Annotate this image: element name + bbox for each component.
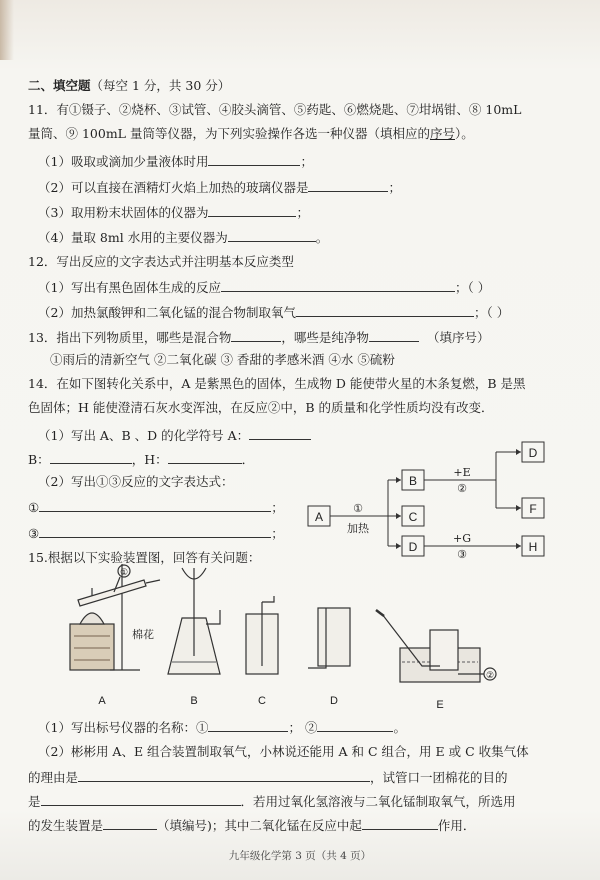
- apparatus-B: [168, 568, 220, 674]
- q14-line1: 14．在如下图转化关系中，A 是紫黑色的固体，生成物 D 能使带火星的木条复燃，B 是黑: [28, 376, 526, 391]
- q12-item-2-text: （2）加热氯酸钾和二氧化锰的混合物制取氧气: [38, 305, 296, 320]
- q11-item-1: [38, 154, 313, 169]
- page-footer: 九年级化学第 3 页（共 4 页）: [228, 850, 372, 862]
- plus-G-label: +G: [452, 532, 472, 545]
- q12-stem: 12．写出反应的文字表达式并注明基本反应类型: [28, 254, 294, 269]
- q15-sub2-line4: [28, 818, 475, 833]
- q14-sub1: [38, 428, 311, 443]
- q14-sub1-end: ．: [241, 452, 255, 467]
- q11-stem-line2: [28, 128, 474, 141]
- q11-blank-3[interactable]: [208, 205, 296, 217]
- apparatus-A: [70, 564, 160, 670]
- q12-item-2: [38, 305, 509, 320]
- mark-2: ②: [485, 671, 495, 681]
- reaction-2-label: ②: [457, 482, 467, 495]
- q15-sub2-line1: （2）彬彬用 A、E 组合装置制取氧气，小林说还能用 A 和 C 组合，用 E 或 C 收集气体: [38, 744, 529, 759]
- q11-blank-4[interactable]: [228, 230, 316, 242]
- q11-blank-1[interactable]: [208, 154, 300, 166]
- reaction-1-label: ①: [353, 502, 363, 515]
- label-A: A: [98, 695, 106, 707]
- q15-blank-reason[interactable]: [78, 770, 370, 782]
- q14-eq3-label: ③: [28, 526, 40, 541]
- q13-blank-mixture[interactable]: [231, 330, 281, 342]
- wooden-block: [70, 624, 114, 670]
- cotton-label: 棉花: [132, 628, 154, 641]
- q11-item-1-text: （1）吸取或滴加少量液体时用: [38, 154, 209, 169]
- q14-eq3-end: ；: [271, 526, 284, 541]
- q11-item-2-text: （2）可以直接在酒精灯火焰上加热的玻璃仪器是: [38, 180, 309, 195]
- q15-blank-2[interactable]: [317, 720, 393, 732]
- test-tube: [78, 580, 146, 606]
- q14-h-label: ，H：: [131, 452, 168, 467]
- reaction-3-label: ③: [457, 548, 467, 561]
- q12-blank-1[interactable]: [221, 280, 455, 292]
- section-header: [28, 80, 230, 93]
- q15-blank-1[interactable]: [208, 720, 288, 732]
- q14-line2: 色固体；H 能使澄清石灰水变浑浊，在反应②中，B 的质量和化学性质均没有改变．: [28, 400, 494, 415]
- heat-label: 加热: [347, 522, 369, 535]
- q15-sub2-line4b: （填编号)；其中二氧化锰在反应中起: [157, 818, 362, 833]
- node-A: A: [314, 510, 324, 524]
- q14-sub2: （2）写出①③反应的文字表达式：: [38, 474, 234, 489]
- q15-blank-cotton[interactable]: [41, 794, 241, 806]
- label-E: E: [436, 699, 444, 711]
- apparatus-C: [246, 596, 278, 674]
- section-note: （每空 1 分，共 30 分）: [90, 78, 231, 93]
- collecting-bottle: [430, 630, 458, 670]
- q15-sub1-end: 。: [393, 720, 406, 735]
- apparatus-figure: [50, 562, 540, 714]
- q11-item-4-end: 。: [315, 230, 329, 245]
- q15-sub2-line2: [28, 770, 508, 785]
- page-edge-shadow: [0, 0, 14, 60]
- label-B: B: [190, 695, 198, 707]
- node-D2: D: [528, 446, 538, 460]
- q15-sub1: [38, 720, 406, 735]
- apparatus-D: [308, 608, 350, 668]
- outlet-tube: [206, 610, 220, 624]
- q14-eq1: [28, 500, 284, 515]
- q11-stem-line2a: 量筒、⑨ 100mL 量筒等仪器，为下列实验操作各选一种仪器（填相应的: [28, 126, 430, 141]
- q15-sub2-line2b: ，试管口一团棉花的目的: [370, 770, 508, 785]
- q15-sub1-a: （1）写出标号仪器的名称：①: [38, 720, 209, 735]
- q11-blank-2[interactable]: [308, 180, 388, 192]
- q14-sub1-text: （1）写出 A、B 、D 的化学符号 A：: [38, 428, 250, 443]
- q15-sub2-line2a: 的理由是: [28, 770, 79, 785]
- section-title: 二、填空题: [28, 78, 91, 93]
- q11-item-2-end: ；: [388, 180, 401, 195]
- q12-item-1: [38, 280, 490, 295]
- q13-blank-pure[interactable]: [369, 330, 419, 342]
- q13-stem-a: 13．指出下列物质里，哪些是混合物: [28, 330, 232, 345]
- q15-sub2-line3: [28, 794, 516, 809]
- q15-sub2-line4c: 作用．: [437, 818, 476, 833]
- q14-eq3: [28, 526, 284, 541]
- label-D: D: [330, 695, 338, 707]
- q11-stem-line2c: ）。: [454, 126, 474, 141]
- alcohol-lamp: [80, 613, 104, 624]
- q15-stem: 15.根据以下实验装置图，回答有关问题：: [28, 550, 261, 565]
- q14-eq1-end: ；: [271, 500, 284, 515]
- q14-sub1-cont: [28, 452, 254, 467]
- q15-blank-device[interactable]: [103, 818, 157, 830]
- mark-1: ①: [119, 568, 129, 578]
- node-H: H: [528, 540, 538, 554]
- q12-blank-2[interactable]: [296, 305, 474, 317]
- plus-E-label: +E: [453, 466, 471, 479]
- q11-item-3-end: ；: [296, 205, 309, 220]
- q14-blank-eq3[interactable]: [39, 526, 271, 538]
- q15-sub2-line3a: 是: [28, 794, 41, 809]
- q14-blank-H[interactable]: [168, 452, 242, 464]
- q11-item-3: [38, 205, 309, 220]
- label-C: C: [258, 695, 266, 707]
- q11-item-2: [38, 180, 401, 195]
- q12-item-2-end: ；（ ）: [473, 305, 510, 320]
- q15-sub2-line4a: 的发生装置是: [28, 818, 104, 833]
- q13-stem: [28, 330, 489, 345]
- node-C: C: [408, 510, 418, 524]
- inverted-jar: [318, 608, 350, 666]
- q15-blank-role[interactable]: [362, 818, 438, 830]
- q14-b-label: B：: [28, 452, 50, 467]
- q11-stem-line1: 11．有①镊子、②烧杯、③试管、④胶头滴管、⑤药匙、⑥燃烧匙、⑦坩埚钳、⑧ 10mL: [28, 102, 522, 117]
- node-B: B: [408, 474, 418, 488]
- q13-stem-c: （填序号）: [426, 330, 490, 345]
- q11-item-1-end: ；: [300, 154, 313, 169]
- q11-stem-line2b: 序号: [429, 126, 455, 141]
- q15-sub2-line3b: ．若用过氧化氢溶液与二氧化锰制取氧气，所选用: [240, 794, 516, 809]
- q11-item-4-text: （4）量取 8ml 水用的主要仪器为: [38, 230, 228, 245]
- c-tube: [262, 596, 274, 602]
- q13-options: ①雨后的清新空气 ②二氧化碳 ③ 香甜的孝感米酒 ④水 ⑤硫粉: [50, 352, 395, 367]
- node-D: D: [408, 540, 418, 554]
- delivery-tube: [146, 580, 160, 583]
- q12-item-1-end: ；（ ）: [454, 280, 491, 295]
- node-F: F: [529, 502, 537, 516]
- q11-item-3-text: （3）取用粉末状固体的仪器为: [38, 205, 209, 220]
- q14-blank-eq1[interactable]: [39, 500, 271, 512]
- q12-item-1-text: （1）写出有黑色固体生成的反应: [38, 280, 221, 295]
- apparatus-E: [376, 610, 496, 682]
- q14-blank-B[interactable]: [50, 452, 132, 464]
- q11-item-4: [38, 230, 328, 245]
- q13-stem-b: ，哪些是纯净物: [281, 330, 369, 345]
- q14-eq1-label: ①: [28, 500, 40, 515]
- conversion-diagram: [300, 432, 560, 562]
- q15-sub1-b: ； ②: [288, 720, 318, 735]
